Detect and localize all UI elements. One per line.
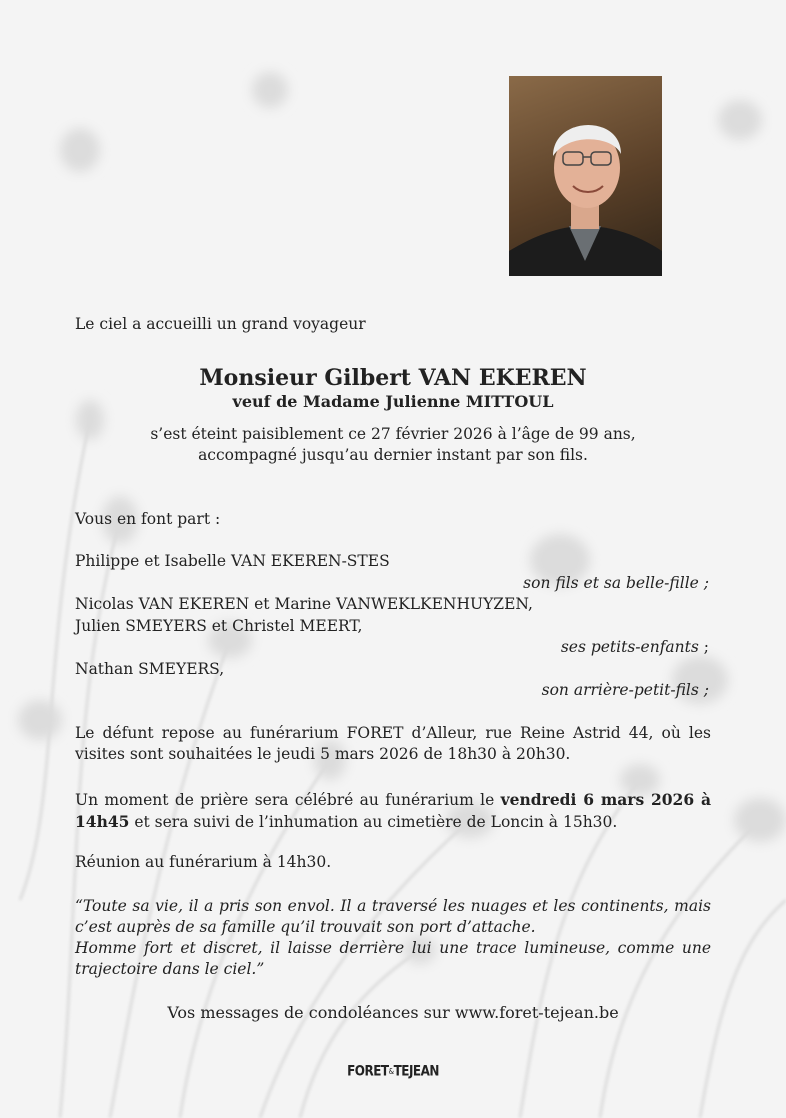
death-line-2: accompagné jusqu’au dernier instant par son fils. — [198, 446, 588, 464]
funeral-home-logo — [0, 1063, 786, 1079]
portrait-photo — [509, 76, 662, 276]
intro-line: Le ciel a accueilli un grand voyageur — [75, 315, 366, 333]
prayer-after: et sera suivi de l’inhumation au cimetière de Loncin à 15h30. — [129, 813, 618, 831]
announce-line: Vous en font part : — [75, 510, 221, 528]
prayer-paragraph — [75, 789, 711, 833]
death-line-1: s’est éteint paisiblement ce 27 février 2026 à l’âge de 99 ans, — [150, 425, 636, 443]
logo-part-1: FORET — [347, 1062, 389, 1080]
prayer-before: Un moment de prière sera célébré au funérarium le — [75, 791, 501, 809]
family-line-3: Julien SMEYERS et Christel MEERT, — [75, 617, 363, 635]
deceased-name: Monsieur Gilbert VAN EKEREN — [199, 365, 587, 391]
visitation-paragraph: Le défunt repose au funérarium FORET d’Alleur, rue Reine Astrid 44, où les visites sont souhaitées le jeudi 5 mars 2026 de 18h30 à 20h30. — [75, 724, 711, 763]
logo-separator: & — [388, 1066, 394, 1077]
quote-paragraph-2: Homme fort et discret, il laisse derrière lui une trace lumineuse, comme une trajectoire dans le ciel.” — [75, 939, 711, 978]
family-role-1: son fils et sa belle-fille ; — [523, 574, 709, 592]
family-role-3: son arrière-petit-fils ; — [541, 681, 709, 699]
family-role-2-text: ses petits-enfants — [560, 638, 699, 656]
condolences-line: Vos messages de condoléances sur www.foret-tejean.be — [167, 1003, 619, 1022]
quote-paragraph-1: “Toute sa vie, il a pris son envol. Il a traversé les nuages et les continents, mais c’est auprès de sa famille qu’il trouvait son port d’attache. — [75, 897, 711, 936]
logo-part-2: TEJEAN — [393, 1062, 439, 1080]
prayer-date: vendredi 6 mars 2026 à 14h45 — [75, 790, 711, 831]
family-line-4: Nathan SMEYERS, — [75, 660, 225, 678]
family-role-2-punct: ; — [698, 638, 709, 656]
family-line-1: Philippe et Isabelle VAN EKEREN-STES — [75, 552, 390, 570]
family-line-2: Nicolas VAN EKEREN et Marine VANWEKLKENHUYZEN, — [75, 595, 533, 613]
reunion-line: Réunion au funérarium à 14h30. — [75, 853, 332, 871]
spouse-line: veuf de Madame Julienne MITTOUL — [232, 392, 554, 411]
family-role-2 — [561, 637, 709, 658]
